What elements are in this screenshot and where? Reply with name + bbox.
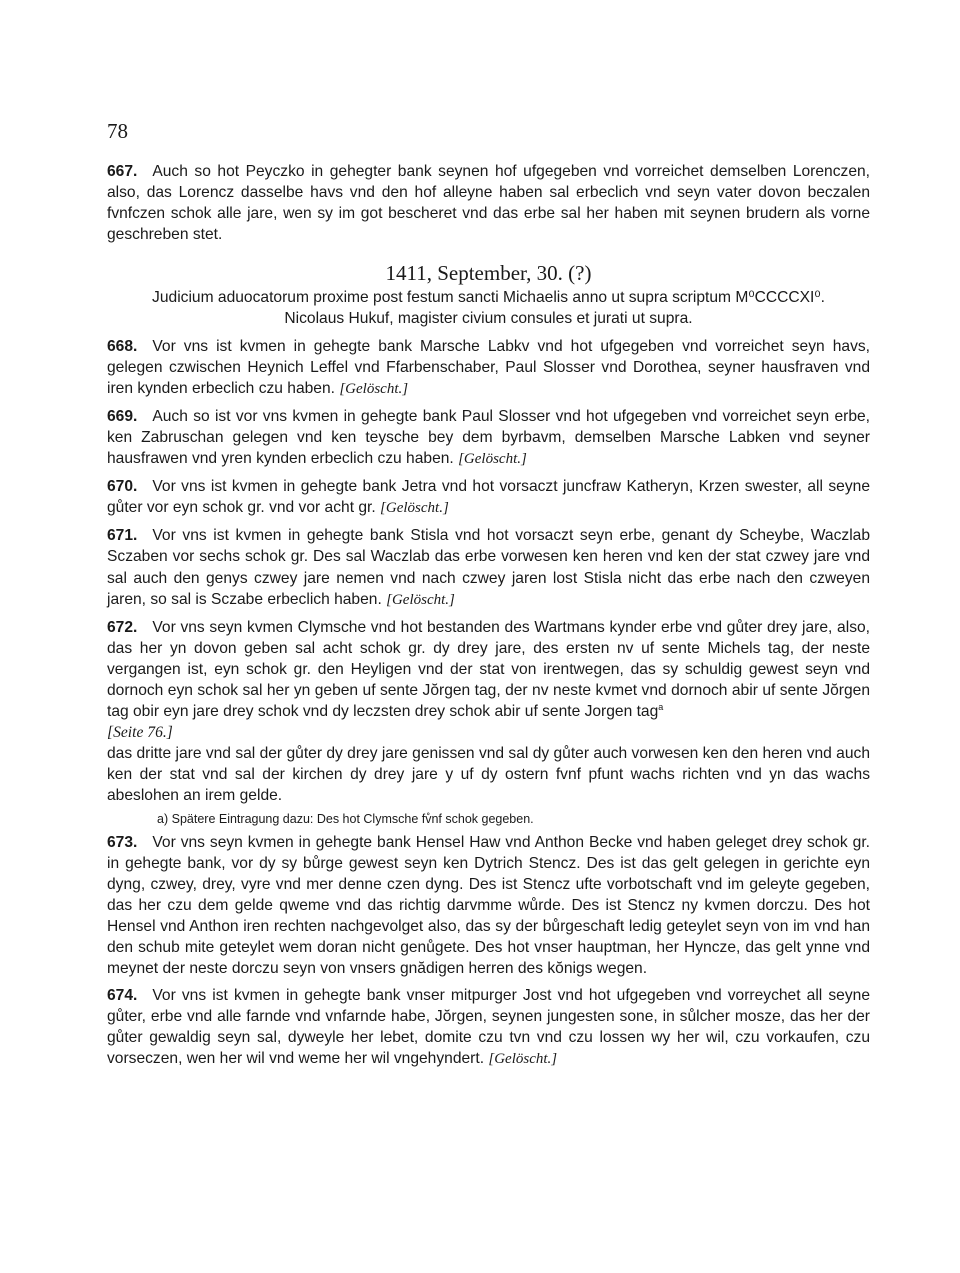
deleted-note: [Gelöscht.] xyxy=(339,380,409,397)
footnote-text: Spätere Eintragung dazu: Des hot Clymsche fv̊nf schok gegeben. xyxy=(171,811,534,826)
entry-674 xyxy=(107,985,870,1070)
entry-673 xyxy=(107,832,870,980)
date-heading: 1411, September, 30. (?) xyxy=(385,261,592,286)
footnote-mark: a) xyxy=(157,811,169,826)
entry-672 xyxy=(107,617,870,722)
entry-text: Vor vns seyn kvmen Clymsche vnd hot bestanden des Wartmans kynder erbe vnd gůter drey jare, also, das her yn dovon geben sal acht schok gr. dy drey jare, des ersten nv uf sente Michels tag, der neste vergangen ist, eyn schok gr. den Heyligen vnd der stat von irentwegen, das sy schuldig gewest seyn vnd dornoch eyn schok sal her yn geben uf sente Jŏrgen tag, der nv neste kvmet vnd dornoch abir uf sente Jŏrgen tag obir eyn jare drey schok vnd dy leczsten drey schok abir uf sente Jorgen tag xyxy=(107,618,870,721)
entry-text: Auch so hot Peyczko in gehegter bank seynen hof ufgegeben vnd vorreichet demselben Lorenczen, also, das Lorencz dasselbe havs vnd den hof alleyne haben sal erbeclich vnd seyn vater dovon beczalen fvnfczen schok alle jare, wen sy im got bescheret vnd das erbe sal her haben mit seynen brudern als vorne geschreben stet. xyxy=(107,163,870,244)
entry-text: Vor vns ist kvmen in gehegte bank vnser mitpurger Jost vnd hot ufgegeben vnd vorreychet all seyne gůter, erbe vnd alle farnde vnd vnfarnde habe, Jŏrgen, seynen jungesten sone, in sůlcher mosze, das her der gůter gewaldig seyn sal, dyweyle her lebet, domite czu tvn vnd czu lossen wy her wil, czu vorkaufen, czu vorseczen, wen her wil vnd weme her wil vngehyndert. xyxy=(107,987,870,1068)
deleted-note: [Gelöscht.] xyxy=(386,591,455,608)
footnote-marker: a xyxy=(658,701,664,712)
document-body xyxy=(107,161,870,1077)
document-page xyxy=(107,0,870,1273)
entry-667 xyxy=(107,161,870,245)
entry-text: Vor vns ist kvmen in gehegte bank Stisla vnd hot vorsaczt seyn erbe, genant dy Scheybe, Waczlab Sczaben vor sechs schok gr. Des sal Waczlab das erbe vorwesen ken heren vnd ken der stat czwey jare vnd sal auch den genys czwey jare nemen vnd nach czwey jaren lost Stisla nicht das erbe nach den czweyen jaren, so sal is Sczabe erbeclich haben. xyxy=(107,527,870,608)
page-reference: [Seite 76.] xyxy=(107,724,173,742)
footnote xyxy=(157,811,870,828)
entry-number: 671. xyxy=(107,527,138,545)
entry-text: Vor vns seyn kvmen in gehegte bank Hensel Haw vnd Anthon Becke vnd haben geleget drey schok gr. in gehegte bank, vor dy sy bůrge gewest seyn ken Dytrich Stencz. Des ist das gelt gelegen in gerichte eyn dyng, czwey, drey, vyre vnd mer denne czen dyng. Des ist Stencz ufte vorbotschaft vnd im geleyte gegeben, das her czu dem gelde qweme vnd das richtig darvmme wůrde. Des ist Stencz ny kvmen dorczu. Des hot Hensel vnd Anthon iren rechten nachgevolget also, das sy der bůrgeschaft ledig geteylet seyn von im vnd han den schub mite geteylet wem doran nicht genůgete. Des hot vnser hauptman, her Hyncze, das gelt ynne vnd meynet der neste dorczu seyn von vnsers gnădigen herren des kŏnigs wegen. xyxy=(107,833,870,978)
entry-number: 674. xyxy=(107,987,138,1005)
entry-text: Auch so ist vor vns kvmen in gehegte bank Paul Slosser vnd hot ufgegeben vnd vorreichet seyn erbe, ken Zabruschan gelegen vnd ken teysche bey dem byrbavm, demselben Marsche Labken vnd seyner hausfrawen vnd yren kynden erbeclich czu haben. xyxy=(107,407,870,468)
entry-number: 669. xyxy=(107,407,138,425)
entry-text: das dritte jare vnd sal der gůter dy drey jare genissen vnd sal dy gůter auch vorwesen ken den heren vnd auch ken der stat vnd sal der kirchen dy drey jare y uf dy ostern fvnf pfunt wachs richten vnd yn das wachs abeslohen an irem gelde. xyxy=(107,745,870,805)
deleted-note: [Gelöscht.] xyxy=(458,451,527,468)
entry-number: 670. xyxy=(107,478,138,496)
officials-line: Nicolaus Hukuf, magister civium consules et jurati ut supra. xyxy=(284,310,693,328)
deleted-note: [Gelöscht.] xyxy=(380,500,449,517)
entry-668 xyxy=(107,336,870,400)
entry-669 xyxy=(107,406,870,470)
entry-text: Vor vns ist kvmen in gehegte bank Jetra vnd hot vorsaczt juncfraw Katheryn, Krzen swester, all seyne gůter vor eyn schok gr. vnd vor acht gr. xyxy=(107,478,870,517)
entry-number: 668. xyxy=(107,337,138,355)
court-heading-line: Judicium aduocatorum proxime post festum sancti Michaelis anno ut supra scriptum M⁰CCCCXI⁰. xyxy=(152,289,825,307)
entry-number: 672. xyxy=(107,618,138,636)
entry-number: 667. xyxy=(107,163,138,180)
entry-670 xyxy=(107,476,870,519)
entry-672-continuation xyxy=(107,743,870,806)
entry-text: Vor vns ist kvmen in gehegte bank Marsche Labkv vnd hot ufgegeben vnd vorreichet seyn havs, gelegen czwischen Heynich Leffel vnd Ffarbenschaber, Paul Slosser vnd Dorothea, seyner hausfraven vnd iren kynden erbeclich czu haben. xyxy=(107,337,870,397)
deleted-note: [Gelöscht.] xyxy=(488,1051,558,1068)
page-number: 78 xyxy=(107,119,128,143)
entry-671 xyxy=(107,525,870,610)
entry-number: 673. xyxy=(107,833,138,851)
